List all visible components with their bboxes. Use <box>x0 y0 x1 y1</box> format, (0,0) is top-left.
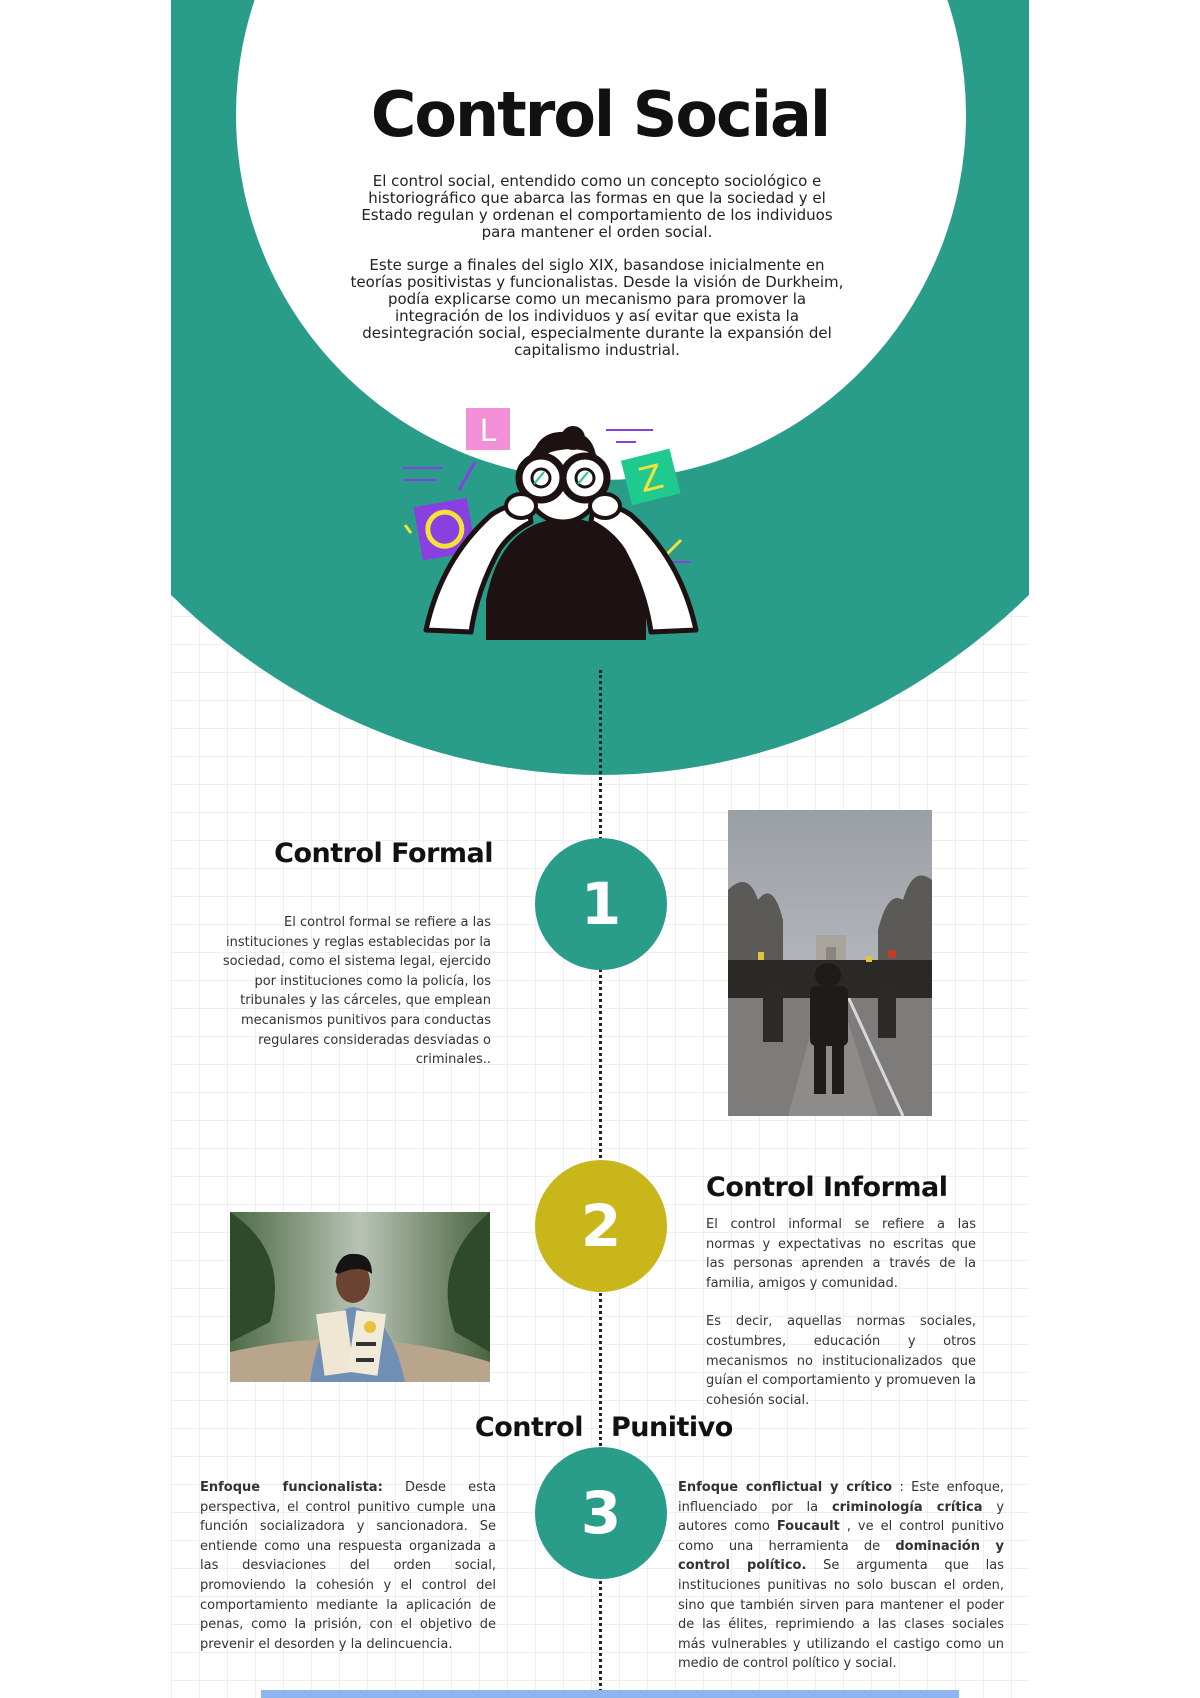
person-with-binoculars-icon <box>391 400 731 660</box>
infographic-poster <box>171 0 1029 1698</box>
functionalist-paragraph: Enfoque funcionalista: Desde esta perspectiva, el control punitivo cumple una función socializadora y sancionadora. Se entiende como una respuesta organizada a las desviaciones del orden social, promoviendo la cohesión y el control del comportamiento mediante la aplicación de penas, como la prisión, con el objetivo de prevenir el desorden y la delincuencia. <box>200 1480 497 1652</box>
functionalist-label: Enfoque funcionalista: <box>200 1480 383 1495</box>
step-number-3: 3 <box>535 1447 667 1579</box>
bottom-blue-band <box>261 1690 959 1698</box>
young-man-reading-photo <box>230 1212 490 1382</box>
control-formal-paragraph: El control formal se refiere a las instituciones y reglas establecidas por la sociedad, como el sistema legal, ejercido por instituciones como la policía, los tribunales y las cárceles, que emplean mecanismos punitivos para conductas regulares consideradas desviadas o criminales.. <box>222 915 491 1068</box>
section-title-control-formal: Control Formal <box>274 838 493 869</box>
section-title-control-informal: Control Informal <box>706 1172 948 1203</box>
letter-z: Z <box>635 456 668 502</box>
control-informal-text <box>706 1215 976 1429</box>
control-informal-paragraph-2: Es decir, aquellas normas sociales, costumbres, educación y otros mecanismos no institucionalizados que guían el comportamiento y promueven la cohesión social. <box>706 1314 976 1408</box>
section-title-control-punitivo-left: Control <box>474 1412 583 1443</box>
step-number-2: 2 <box>535 1160 667 1292</box>
page-title: Control Social <box>370 78 830 151</box>
control-informal-paragraph-1: El control informal se refiere a las normas y expectativas no escritas que las personas aprenden a través de la familia, amigos y comunidad. <box>706 1217 976 1291</box>
critical-paragraph: Enfoque conflictual y crítico : Este enfoque, influenciado por la criminología crítica y autores como Foucault , ve el control punitivo como una herramienta de dominación y control político. Se argumenta que las instituciones punitivas no solo buscan el orden, sino que también sirven para mantener el poder de las élites, reprimiendo a las clases sociales más vulnerables y utilizando el castigo como un medio de control político y social. <box>678 1480 1005 1672</box>
intro-paragraph-2: Este surge a finales del siglo XIX, basandose inicialmente en teorías positivistas y funcionalistas. Desde la visión de Durkheim, podía explicarse como un mecanismo para promover la integración de los individuos y así evitar que exista la desintegración social, especialmente durante la expansión del capitalismo industrial. <box>350 256 844 359</box>
letter-l: L <box>479 414 497 449</box>
protest-police-photo <box>728 810 932 1116</box>
step-number-1: 1 <box>535 838 667 970</box>
intro-text <box>349 173 845 375</box>
section-title-control-punitivo-right: Punitivo <box>611 1412 733 1443</box>
critical-approach-text <box>678 1478 1004 1693</box>
critical-label: Enfoque conflictual y crítico <box>678 1480 893 1495</box>
functionalist-approach-text <box>200 1478 496 1673</box>
control-formal-text <box>221 913 491 1089</box>
intro-paragraph-1: El control social, entendido como un concepto sociológico e historiográfico que abarca las formas en que la sociedad y el Estado regulan y ordenan el comportamiento de los individuos para mantener el orden social. <box>361 172 833 241</box>
